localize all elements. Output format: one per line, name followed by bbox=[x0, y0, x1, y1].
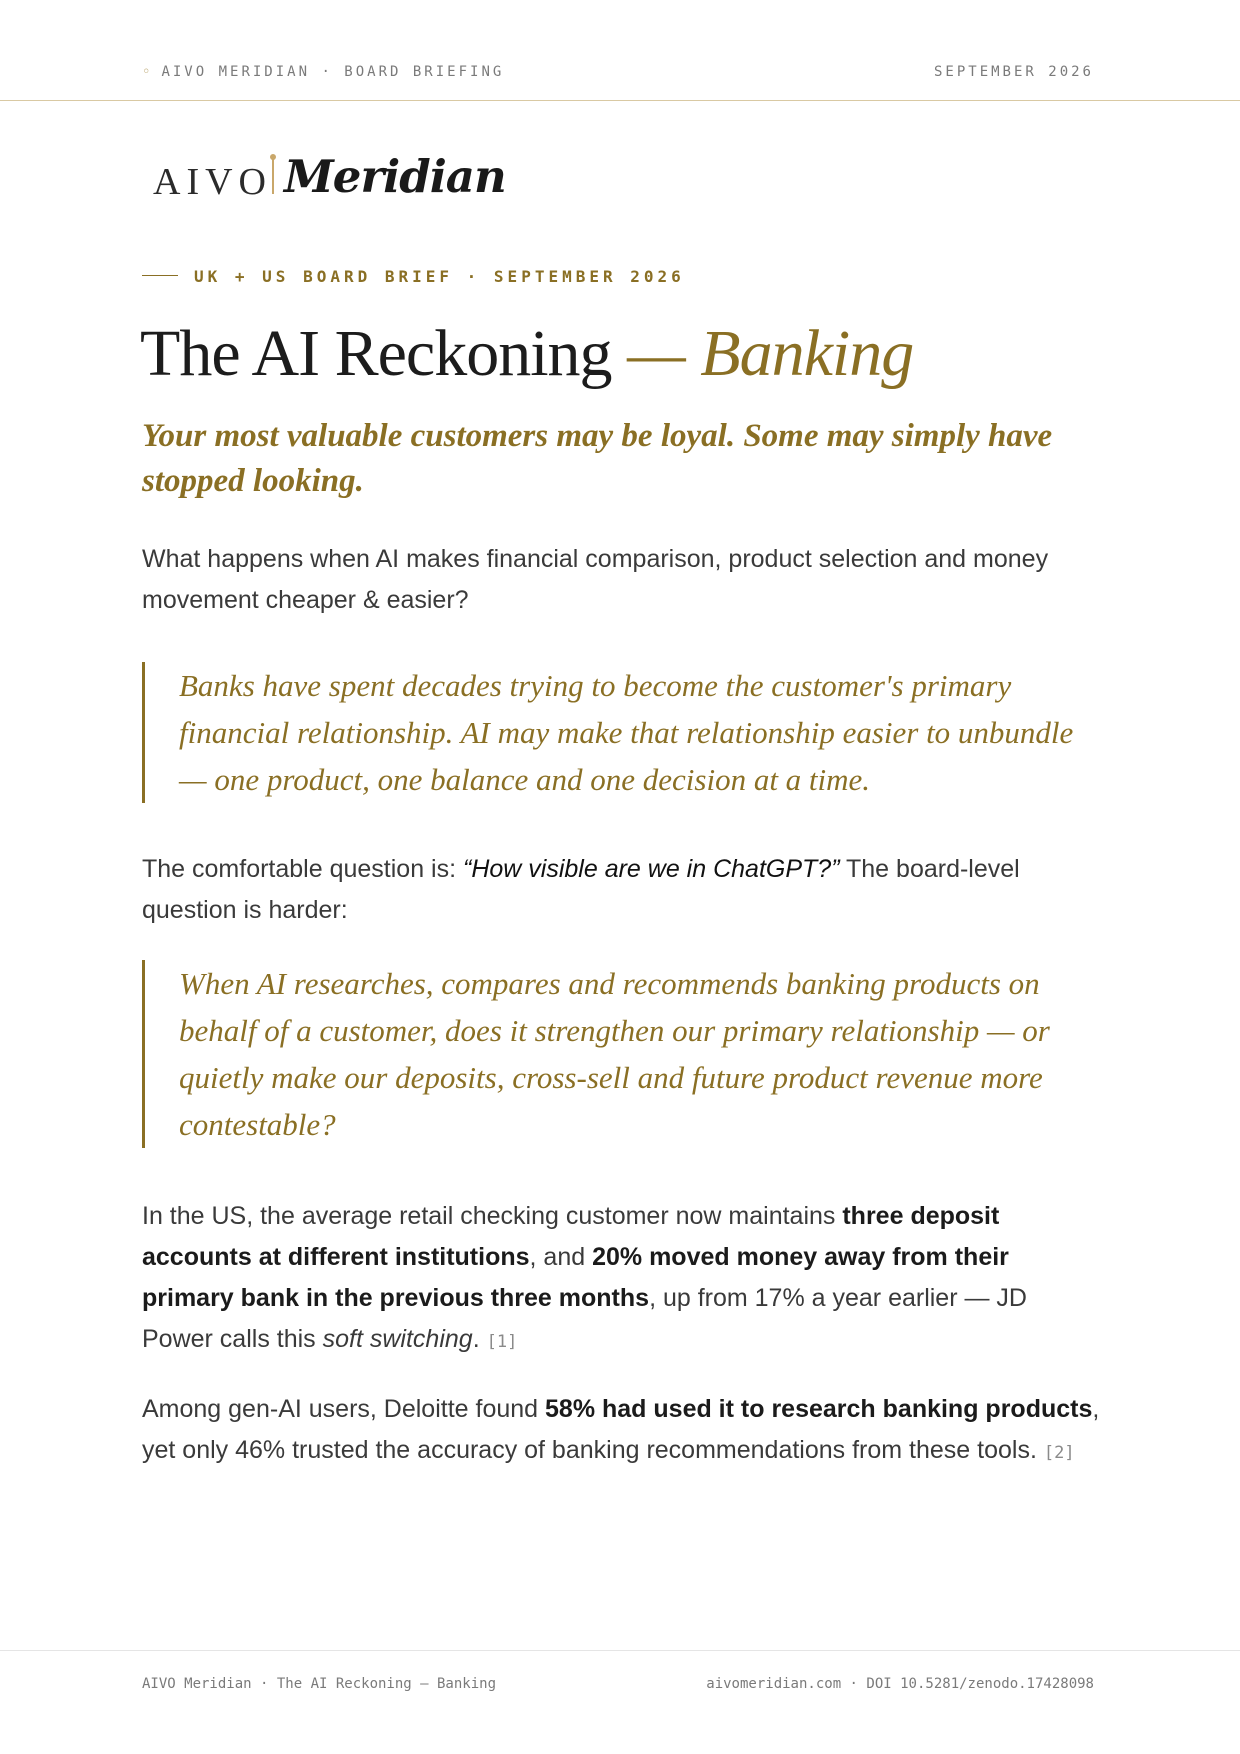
pull-quote-2: When AI researches, compares and recommends banking products on behalf of a customer, does it strengthen our primary relationship — or quietly make our deposits, cross-sell and future product revenue more contestable? bbox=[142, 960, 1102, 1148]
logo-divider bbox=[272, 158, 274, 194]
question-paragraph bbox=[142, 849, 1102, 931]
kicker bbox=[142, 267, 685, 286]
para3-t4: . bbox=[472, 1325, 487, 1353]
reference-2[interactable]: [2] bbox=[1043, 1443, 1075, 1463]
kicker-text: UK + US BOARD BRIEF · SEPTEMBER 2026 bbox=[194, 267, 685, 286]
reference-1[interactable]: [1] bbox=[486, 1332, 518, 1352]
para3-t1: In the US, the average retail checking customer now maintains bbox=[142, 1202, 843, 1230]
footer-right[interactable]: aivomeridian.com · DOI 10.5281/zenodo.17428098 bbox=[706, 1676, 1094, 1692]
para4-t1: Among gen-AI users, Deloitte found bbox=[142, 1395, 546, 1423]
para4-t2: , yet only 46% trusted the accuracy of banking recommendations from these tools. bbox=[142, 1395, 1100, 1464]
logo-aivo: AIVO bbox=[153, 161, 272, 203]
para2-tail: The board-level question is harder: bbox=[142, 855, 1020, 924]
para3-b1: three deposit accounts at different institutions bbox=[142, 1202, 1000, 1271]
stats-paragraph-deloitte bbox=[142, 1389, 1102, 1474]
title-accent: — Banking bbox=[627, 317, 914, 390]
kicker-rule bbox=[142, 275, 178, 277]
para2-lead: The comfortable question is: bbox=[142, 855, 463, 883]
intro-paragraph: What happens when AI makes financial comparison, product selection and money movement cheaper & easier? bbox=[142, 545, 1049, 614]
footer bbox=[0, 1650, 1240, 1692]
para4-b1: 58% had used it to research banking products bbox=[545, 1395, 1093, 1423]
header-bar bbox=[0, 0, 1240, 101]
logo-meridian: Meridian bbox=[284, 150, 506, 203]
para2-quoted: “How visible are we in ChatGPT?” bbox=[463, 855, 840, 883]
header-brand: AIVO MERIDIAN · BOARD BRIEFING bbox=[161, 64, 505, 80]
header-left bbox=[142, 64, 504, 80]
header-date: SEPTEMBER 2026 bbox=[933, 64, 1094, 80]
para3-t2: , and bbox=[529, 1243, 593, 1271]
subtitle: Your most valuable customers may be loyal. Some may simply have stopped looking. bbox=[142, 418, 1053, 499]
stats-paragraph-us bbox=[142, 1196, 1102, 1363]
para3-i1: soft switching bbox=[322, 1325, 473, 1353]
para3-b2: 20% moved money away from their primary bank in the previous three months bbox=[142, 1243, 1009, 1312]
para3-t3: , up from 17% a year earlier — JD Power calls this bbox=[142, 1284, 1027, 1353]
title-main: The AI Reckoning bbox=[140, 317, 612, 390]
bullet-icon: ◦ bbox=[142, 64, 154, 80]
footer-left: AIVO Meridian · The AI Reckoning — Banking bbox=[142, 1676, 497, 1692]
page-title bbox=[140, 316, 913, 392]
pull-quote-1: Banks have spent decades trying to become the customer's primary financial relationship. AI may make that relationship easier to unbundle — one product, one balance and one decision at a time. bbox=[142, 662, 1102, 803]
